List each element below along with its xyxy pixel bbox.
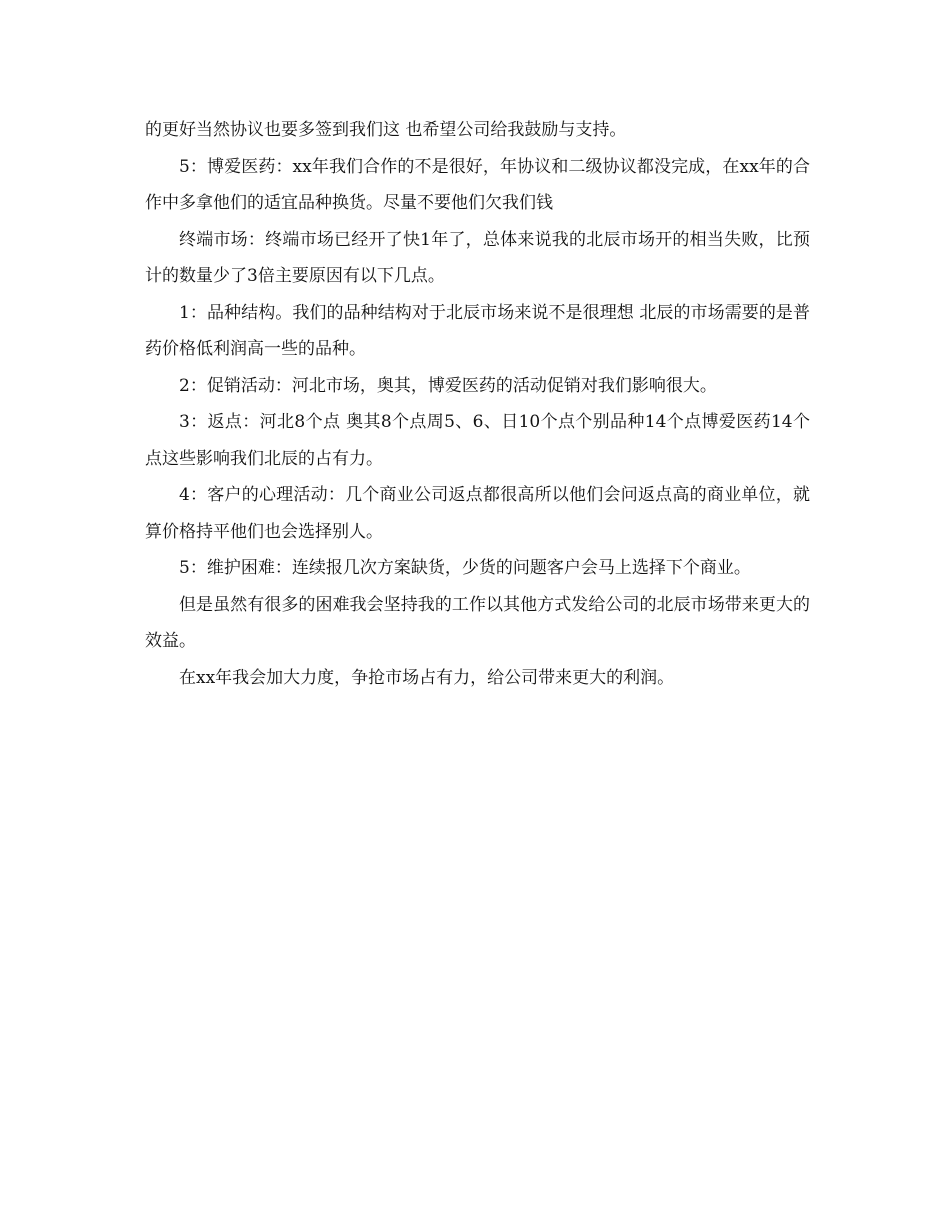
- paragraph-commitment: 但是虽然有很多的困难我会坚持我的工作以其他方式发给公司的北辰市场带来更大的效益。: [145, 594, 810, 651]
- paragraph-maintenance: 5：维护困难：连续报几次方案缺货，少货的问题客户会马上选择下个商业。: [179, 558, 751, 578]
- paragraph-boai-pharma: 5：博爱医药：xx年我们合作的不是很好，年协议和二级协议都没完成，在xx年的合作中多拿他们的适宜品种换货。尽量不要他们欠我们钱: [145, 156, 810, 213]
- paragraph-continuation: 的更好当然协议也要多签到我们这 也希望公司给我鼓励与支持。: [145, 120, 627, 140]
- paragraph-product-structure: 1：品种结构。我们的品种结构对于北辰市场来说不是很理想 北辰的市场需要的是普药价格低利润高一些的品种。: [145, 302, 810, 359]
- document-body: [145, 112, 810, 696]
- paragraph-terminal-market: 终端市场：终端市场已经开了快1年了，总体来说我的北辰市场开的相当失败，比预计的数量少了3倍主要原因有以下几点。: [145, 229, 810, 286]
- paragraph-conclusion: 在xx年我会加大力度，争抢市场占有力，给公司带来更大的利润。: [179, 667, 675, 688]
- paragraph-rebate: 3：返点：河北8个点 奥其8个点周5、6、日10个点个别品种14个点博爱医药14个点这些影响我们北辰的占有力。: [145, 412, 810, 469]
- paragraph-customer-psychology: 4：客户的心理活动：几个商业公司返点都很高所以他们会问返点高的商业单位，就算价格持平他们也会选择别人。: [145, 485, 810, 542]
- paragraph-promotion: 2：促销活动：河北市场，奥其，博爱医药的活动促销对我们影响很大。: [179, 375, 717, 396]
